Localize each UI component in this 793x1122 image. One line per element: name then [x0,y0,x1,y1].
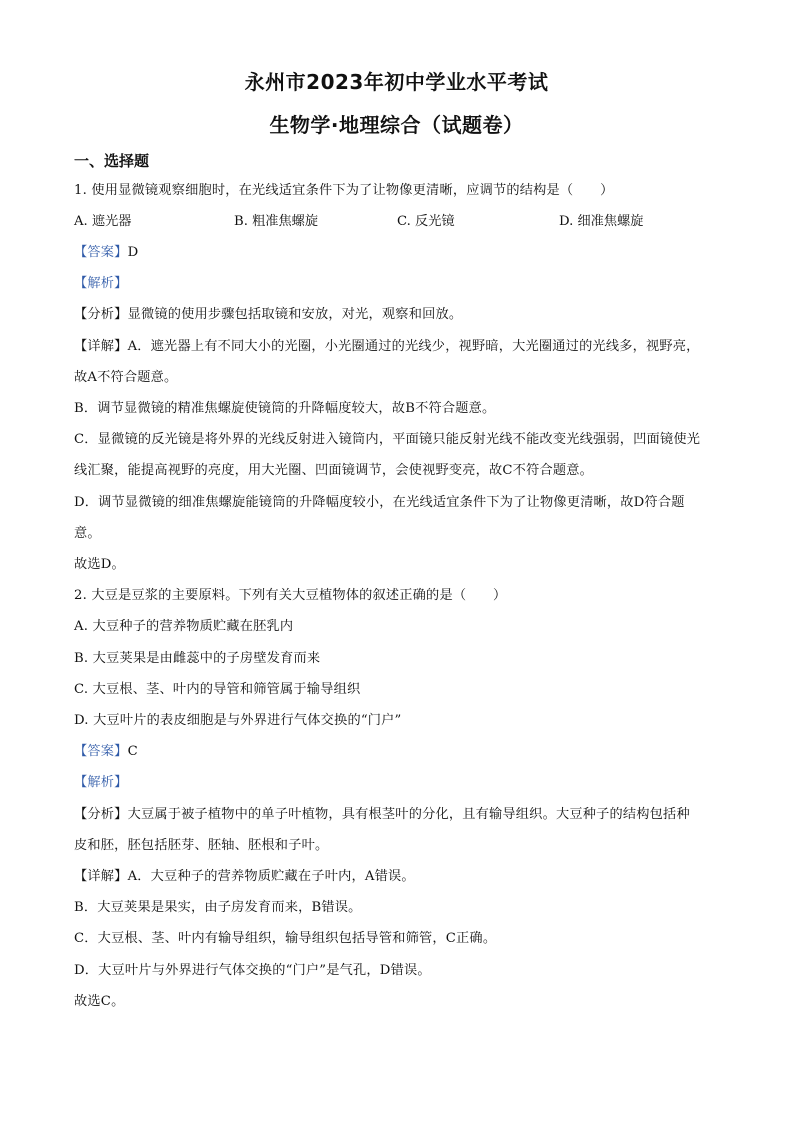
q2-option-c: C. 大豆根、茎、叶内的导管和筛管属于输导组织 [74,682,361,697]
q1-detail-4b: 意。 [74,526,101,541]
xiangjie-tag: 【详解】 [74,339,128,354]
q2-fenxi-line [74,806,722,824]
q2-detail-4: D．大豆叶片与外界进行气体交换的“门户”是气孔，D错误。 [74,963,431,978]
q1-fenxi-line [74,306,722,324]
q2-detail-2: B．大豆荚果是果实，由子房发育而来，B错误。 [74,900,362,915]
q2-detail-line [74,868,722,886]
exam-title: 永州市2023年初中学业水平考试 [244,70,549,94]
q1-answer-line [74,244,722,262]
fenxi-tag: 【分析】 [74,807,128,822]
q1-answer: D [127,245,139,260]
q1-option-b: B. 粗准焦螺旋 [234,214,319,229]
q2-fenxi-b: 皮和胚，胚包括胚芽、胚轴、胚根和子叶。 [74,838,329,853]
q2-conclusion: 故选C。 [74,994,125,1009]
q1-detail-3b: 线汇聚，能提高视野的亮度，用大光圈、凹面镜调节，会使视野变亮，故C不符合题意。 [74,463,594,478]
q1-option-d: D. 细准焦螺旋 [559,214,644,229]
answer-tag: 【答案】 [74,744,128,759]
q1-stem: 1. 使用显微镜观察细胞时，在光线适宜条件下为了让物像更清晰，应调节的结构是（ ） [74,183,614,198]
q1-conclusion: 故选D。 [74,557,125,572]
q2-option-d: D. 大豆叶片的表皮细胞是与外界进行气体交换的“门户” [74,713,402,728]
q2-answer-line [74,743,722,761]
q2-detail-3: C．大豆根、茎、叶内有输导组织，输导组织包括导管和筛管，C正确。 [74,931,497,946]
q2-fenxi-a: 大豆属于被子植物中的单子叶植物，具有根茎叶的分化，且有输导组织。大豆种子的结构包括种 [127,807,690,822]
q2-answer: C [127,744,138,759]
q2-detail-1: A．大豆种子的营养物质贮藏在子叶内，A错误。 [127,869,415,884]
q2-option-b: B. 大豆荚果是由雌蕊中的子房壁发育而来 [74,651,321,666]
xiangjie-tag: 【详解】 [74,869,128,884]
fenxi-tag: 【分析】 [74,307,128,322]
q2-stem: 2. 大豆是豆浆的主要原料。下列有关大豆植物体的叙述正确的是（ ） [74,588,507,603]
q1-option-c: C. 反光镜 [397,214,455,229]
q1-detail-2: B．调节显微镜的精准焦螺旋使镜筒的升降幅度较大，故B不符合题意。 [74,401,496,416]
answer-tag: 【答案】 [74,245,128,260]
q1-detail-1a: A．遮光器上有不同大小的光圈，小光圈通过的光线少，视野暗，大光圈通过的光线多，视野亮， [127,339,700,354]
q2-analysis-tag: 【解析】 [74,775,128,790]
q1-detail-3a: C．显微镜的反光镜是将外界的光线反射进入镜筒内，平面镜只能反射光线不能改变光线强弱，凹面镜使光 [74,432,701,447]
section-title: 一、选择题 [74,152,150,170]
q1-option-a: A. 遮光器 [74,214,132,229]
q1-detail-1b: 故A不符合题意。 [74,370,178,385]
q1-analysis-tag: 【解析】 [74,276,128,291]
q1-fenxi: 显微镜的使用步骤包括取镜和安放，对光，观察和回放。 [127,307,463,322]
q2-option-a: A. 大豆种子的营养物质贮藏在胚乳内 [74,619,294,634]
q1-detail-4a: D．调节显微镜的细准焦螺旋能镜筒的升降幅度较小，在光线适宜条件下为了让物像更清晰，故D符合题 [74,495,685,510]
exam-subtitle: 生物学·地理综合（试题卷） [269,113,524,137]
q1-detail-line [74,338,722,356]
